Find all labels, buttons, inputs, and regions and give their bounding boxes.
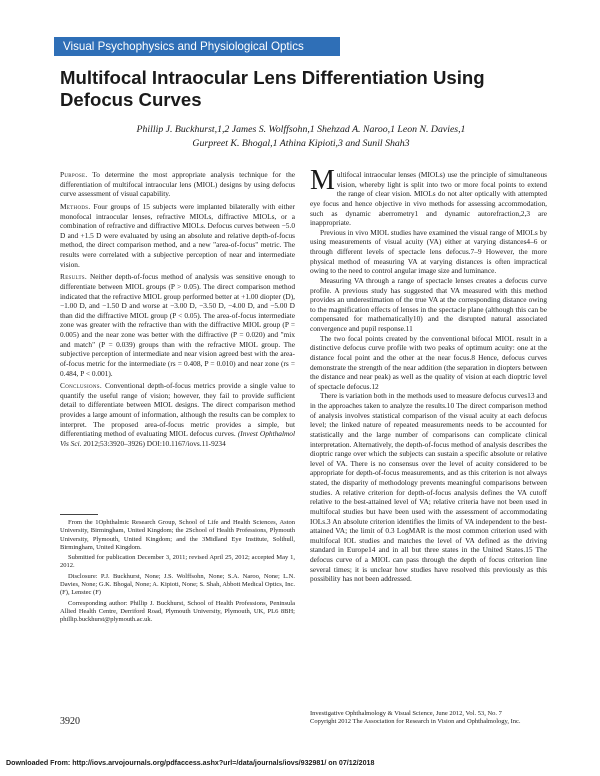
journal-issue: Investigative Ophthalmology & Visual Science, June 2012, Vol. 53, No. 7 — [310, 710, 502, 717]
abstract — [60, 170, 295, 452]
body-text — [310, 165, 547, 584]
download-notice: Downloaded From: http://iovs.arvojournals.org/pdfaccess.ashx?url=/data/journals/iovs/932981/ on 07/12/2018 — [6, 759, 375, 767]
body-paragraph: Measuring VA through a range of spectacle lenses creates a defocus curve profile. A previous study has suggested that VA measured with this method provides an underestimation of the true VA at the corresponding distance owing to the magnification effects of lenses in the spectacle plane (although this can be compensated for mathematically10) and the disrupted natural associated convergence and pupil response.11 — [310, 275, 547, 333]
abstract-conclusions — [60, 381, 295, 448]
authors-line-1: Phillip J. Buckhurst,1,2 James S. Wolffsohn,1 Shehzad A. Naroo,1 Leon N. Davies,1 — [136, 124, 466, 135]
body-paragraph: The two focal points created by the conventional bifocal MIOL result in a distinctive defocus curve profile with two peaks of optimum acuity: one at the distance focal point and the other at the near focus.8 Hence, defocus curves demonstrate the strength of the near addition (the separation in diopters between the distance and near peak) as well as the quality of vision at each dioptric level of spectacle defocus.12 — [310, 333, 547, 391]
journal-info — [310, 710, 570, 727]
purpose-label: Purpose. — [60, 170, 88, 179]
methods-text: Four groups of 15 subjects were implanted bilaterally with either monofocal intraocular lenses, refractive MIOLs, diffractive MIOLs, or a combination of refractive and diffractive MIOLs. Defocus curves between −5.0 D and +1.5 D were evaluated by using an absolute and relative depth-of-focus method, the direct comparison method, and a new "area-of-focus" metric. The results were correlated with a subjective perception of near and intermediate vision. — [60, 201, 295, 269]
footnote-corresponding: Corresponding author: Phillip J. Buckhurst, School of Health Professions, Peninsula Allied Health Centre, Derriford Road, Plymouth University, Plymouth, UK, PL6 8BH; phillip.buckhurst@plymouth.ac.uk. — [60, 599, 295, 624]
abstract-purpose — [60, 170, 295, 199]
footnotes — [60, 519, 295, 627]
purpose-text: To determine the most appropriate analysis technique for the differentiation of multifocal intraocular lens (MIOL) designs by using defocus curve assessment of visual capability. — [60, 170, 295, 199]
footnote-submitted: Submitted for publication December 3, 2011; revised April 25, 2012; accepted May 1, 2012. — [60, 554, 295, 570]
footnote-affiliations: From the 1Ophthalmic Research Group, School of Life and Health Sciences, Aston University, Birmingham, United Kingdom; the 2School of Health Professions, Plymouth University, Plymouth, United Kingdom; and the 3Midland Eye Institute, Solihull, Birmingham, United Kingdom. — [60, 519, 295, 551]
abstract-results — [60, 272, 295, 378]
methods-label: Methods. — [60, 201, 91, 211]
section-band: Visual Psychophysics and Physiological Optics — [54, 37, 340, 56]
journal-copyright: Copyright 2012 The Association for Research in Vision and Ophthalmology, Inc. — [310, 718, 521, 726]
results-label: Results. — [60, 272, 88, 282]
authors-line-2: Gurpreet K. Bhogal,1 Athina Kipioti,3 and Sunil Shah3 — [192, 137, 410, 149]
body-paragraph: Previous in vivo MIOL studies have examined the visual range of MIOLs by using measurements of visual acuity (VA) either at varying distances4–6 or through different levels of spectacle lens defocus.7–9 However, the more physical method of measuring VA at varying distances is often impractical owing to the need to control angular image size and luminance. — [310, 227, 547, 276]
article-title: Multifocal Intraocular Lens Differentiation Using Defocus Curves — [60, 67, 485, 110]
abstract-methods — [60, 202, 295, 269]
conclusions-text: Conventional depth-of-focus metrics provide a single value to quantify the useful range of vision; however, they fail to provide sufficient detail to differentiate between MIOL designs. The direct comparison method provides a large amount of information, although the results can be complex to interpret. The proposed area-of-focus metric provides a simple, but differentiating method of evaluating MIOL defocus curves. — [60, 381, 295, 439]
footnote-divider — [60, 514, 98, 515]
results-text: Neither depth-of-focus method of analysis was sensitive enough to differentiate between MIOL groups (P > 0.05). The direct comparison method indicated that the refractive MIOL group performed better at +1.00 diopter (D), −1.00 D, and −1.50 D and worse at −3.00 D, −3.50 D, −4.00 D, and −5.00 D than did the diffractive MIOL group (P < 0.05). The area-of-focus intermediate zone was greater with the refractive than with the diffractive MIOL group (P = 0.005) and the near zone was better with the diffractive (P = 0.020) and "mix and match" (P = 0.039) groups than with the refractive MIOL group. The subjective perception of intermediate and near vision agreed best with the area-of-focus metric for the intermediate (rs = 0.408, P = 0.010) and near zone (rs = 0.484, P < 0.001). — [60, 272, 295, 378]
drop-cap: M — [310, 165, 335, 196]
conclusions-label: Conclusions. — [60, 381, 103, 391]
author-list — [126, 123, 476, 150]
body-paragraph — [310, 165, 547, 228]
footnote-disclosure: Disclosure: P.J. Buckhurst, None; J.S. Wolffsohn, None; S.A. Naroo, None; L.N. Davies, None; G.K. Bhogal, None; A. Kipioti, None; S. Shah, Abbott Medical Optics, Inc. (F), Lenstec (F) — [60, 572, 295, 597]
body-paragraph: There is variation both in the methods used to measure defocus curves13 and in the approaches taken to analyze the results.10 The direct comparison method of analysis involves statistical comparison of the visual acuity at each defocus level; the linked nature of repeated measurements needs to be accounted for statistically and the large number of comparisons can complicate clinical interpretation. Alternatively, the depth-of-focus method of analysis describes the dioptric range over which the subjects can sustain a specific absolute or relative level of VA. There is no consensus over the level of acuity considered to be appropriate for depth-of-focus measurements, and as this criterion is not always stated, the disparity of methodology prevents meaningful comparisons between studies. A relative criterion for depth-of-focus analysis defines the VA cutoff relative to the best-attained level of VA; relative criteria have not been used in multifocal studies but have been used with the assessment of accommodating IOLs.3 An absolute criterion identifies the limits of VA independent to the best-attained VA; the limit of 0.3 LogMAR is the most common criterion used with multifocal IOL studies and matches the level of VA defined as the driving standard in Europe14 and in all but three states in the United States.15 The defocus curve of a MIOL can pass through the depth of focus criterion line several times; it is unclear how studies have resolved this previously as this possibility has not been addressed. — [310, 391, 547, 584]
body-paragraph-text: ultifocal intraocular lenses (MIOLs) use the principle of simultaneous vision, whereby light is split into two or more focal points to extend the range of clear vision. MIOLs do not alter optically with attempted eye focus and hence objective in vivo methods for assessing accommodation, such as dynamic aberrometry1 and dynamic autorefraction,2,3 are inappropriate. — [310, 170, 547, 228]
citation-journal: (Invest Ophthalmol Vis Sci. — [60, 429, 296, 448]
citation-doi: 2012;53:3920–3926) DOI:10.1167/iovs.11-9234 — [81, 438, 226, 448]
page-number: 3920 — [60, 716, 80, 727]
